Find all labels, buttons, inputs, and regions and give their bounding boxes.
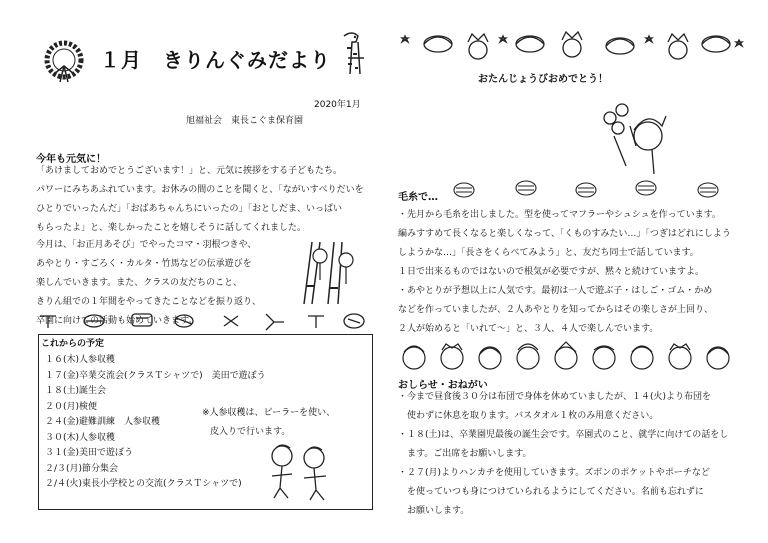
- keito-line: １日で出来るものではないので根気が必要ですが、黙々と続けていますよ。: [398, 267, 705, 277]
- intro-line: 今月は、「お正月あそび」でやったコマ・羽根つきや、: [36, 240, 257, 250]
- toys-border-icon: [36, 310, 374, 332]
- keito-heading: 毛糸で…: [398, 192, 438, 203]
- schedule-heading: これからの予定: [41, 339, 105, 349]
- intro-line: 「あけましておめでとうございます！」と、元気に挨拶をする子どもたち。: [36, 166, 343, 176]
- schedule-item: １７(金)卒業交流会(クラスＴシャツで) 美田で遊ぼう: [45, 370, 266, 381]
- notice-line: ・１８(土)は、卒業園児最後の誕生会です。卒園式のこと、就学に向けての話をし: [398, 430, 729, 440]
- schedule-item: ２/３(月)節分集会: [45, 463, 119, 474]
- keito-line: しようかな…」「長さをくらべてみよう」と、友だち同士で話しています。: [398, 248, 699, 258]
- notice-line: お願いします。: [398, 506, 470, 516]
- intro-line: 卒園に向けての活動も始めていきます。: [36, 316, 198, 326]
- schedule-item: １６(木)人参収穫: [45, 355, 116, 365]
- birthday-heading: おたんじょうびおめでとう！: [478, 74, 608, 85]
- intro-line: 楽しんでいきます。また、クラスの友だちのこと、: [36, 278, 243, 288]
- children-on-stilts-icon: [298, 234, 370, 306]
- notice-line: 使わずに休息を取ります。バスタオル１枚のみ用意ください。: [398, 411, 659, 421]
- schedule-item: ３１(金)美田で遊ぼう: [45, 448, 134, 458]
- schedule-item: ２０(月)検便: [45, 401, 98, 412]
- schedule-item: １８(土)誕生会: [45, 386, 107, 396]
- notice-heading: おしらせ・おねがい: [398, 380, 488, 391]
- schedule-note-line: 皮入りで行います。: [210, 427, 291, 437]
- issue-date: 2020年1月: [314, 100, 361, 110]
- schedule-item: ３０(木)人参収穫: [45, 432, 116, 443]
- intro-heading: 今年も元気に！: [36, 154, 106, 165]
- intro-line: あやとり・すごろく・カルタ・竹馬などの伝承遊びを: [36, 259, 252, 269]
- keito-line: ・あやとりが予想以上に人気です。最初は一人で遊ぶ子・はしご・ゴム・かめ: [398, 286, 713, 296]
- wreath-icon: [40, 36, 88, 84]
- child-face-icon: [396, 338, 746, 374]
- page-title: １月 きりんぐみだより: [100, 48, 331, 72]
- keito-line: ・先月から毛糸を出しました。型を使ってマフラーやシュシュを作っています。: [398, 210, 721, 220]
- schedule-note: [202, 404, 335, 442]
- organization-name: 旭福祉会 東長こぐま保育園: [186, 116, 304, 126]
- schedule-note-line: ※人参収穫は、ピーラーを使い、: [202, 408, 336, 418]
- birthday-child-icon: [596, 96, 682, 178]
- keito-line: 編みすすめて長くなると楽しくなって、「くものすみたい…」「つぎはどれにしよう: [398, 229, 731, 239]
- keito-line: ２人が始めると「いれて〜」と、３人、４人で楽しんでいます。: [398, 324, 659, 334]
- schedule-item: ２４(金)避難訓練 人参収穫: [45, 417, 161, 427]
- notice-line: を使っていつも身につけていられるようにしてください。名前も忘れずに: [398, 487, 704, 497]
- schedule-item: ２/４(火)東長小学校との交流(クラスＴシャツで): [45, 479, 242, 489]
- intro-line: ひとりでいったんだ」「おばあちゃんちにいったの」「おとしだま、いっぱい: [36, 204, 343, 214]
- children-playing-icon: [262, 440, 334, 502]
- keito-paragraph: [398, 206, 731, 339]
- yarn-border-icon: [450, 178, 740, 202]
- crown-ribbon-icon: [394, 22, 744, 72]
- giraffe-icon: [338, 28, 368, 80]
- notice-line: ・今まで昼食後３０分は布団で身体を休めていましたが、１４(火)より布団を: [398, 392, 712, 402]
- intro-line: もらったよ」と、楽しかったことを嬉しそうに話してくれました。: [36, 223, 307, 233]
- notice-line: ・２７(月)よりハンカチを使用していきます。ズボンのポケットやポーチなど: [398, 468, 710, 478]
- intro-line: パワーにみちあふれています。お休みの間のことを聞くと、「ながいすべりだいを: [36, 185, 364, 195]
- notice-line: ます。ご出席をお願いします。: [398, 449, 532, 459]
- intro-line: きりん組での１年間をやってきたことなどを振り返り、: [36, 297, 262, 307]
- keito-line: などを作っていましたが、２人あやとりを知ってからはその楽しさが上回り、: [398, 305, 714, 315]
- notice-paragraph: [398, 388, 728, 521]
- intro-paragraph: [36, 162, 364, 238]
